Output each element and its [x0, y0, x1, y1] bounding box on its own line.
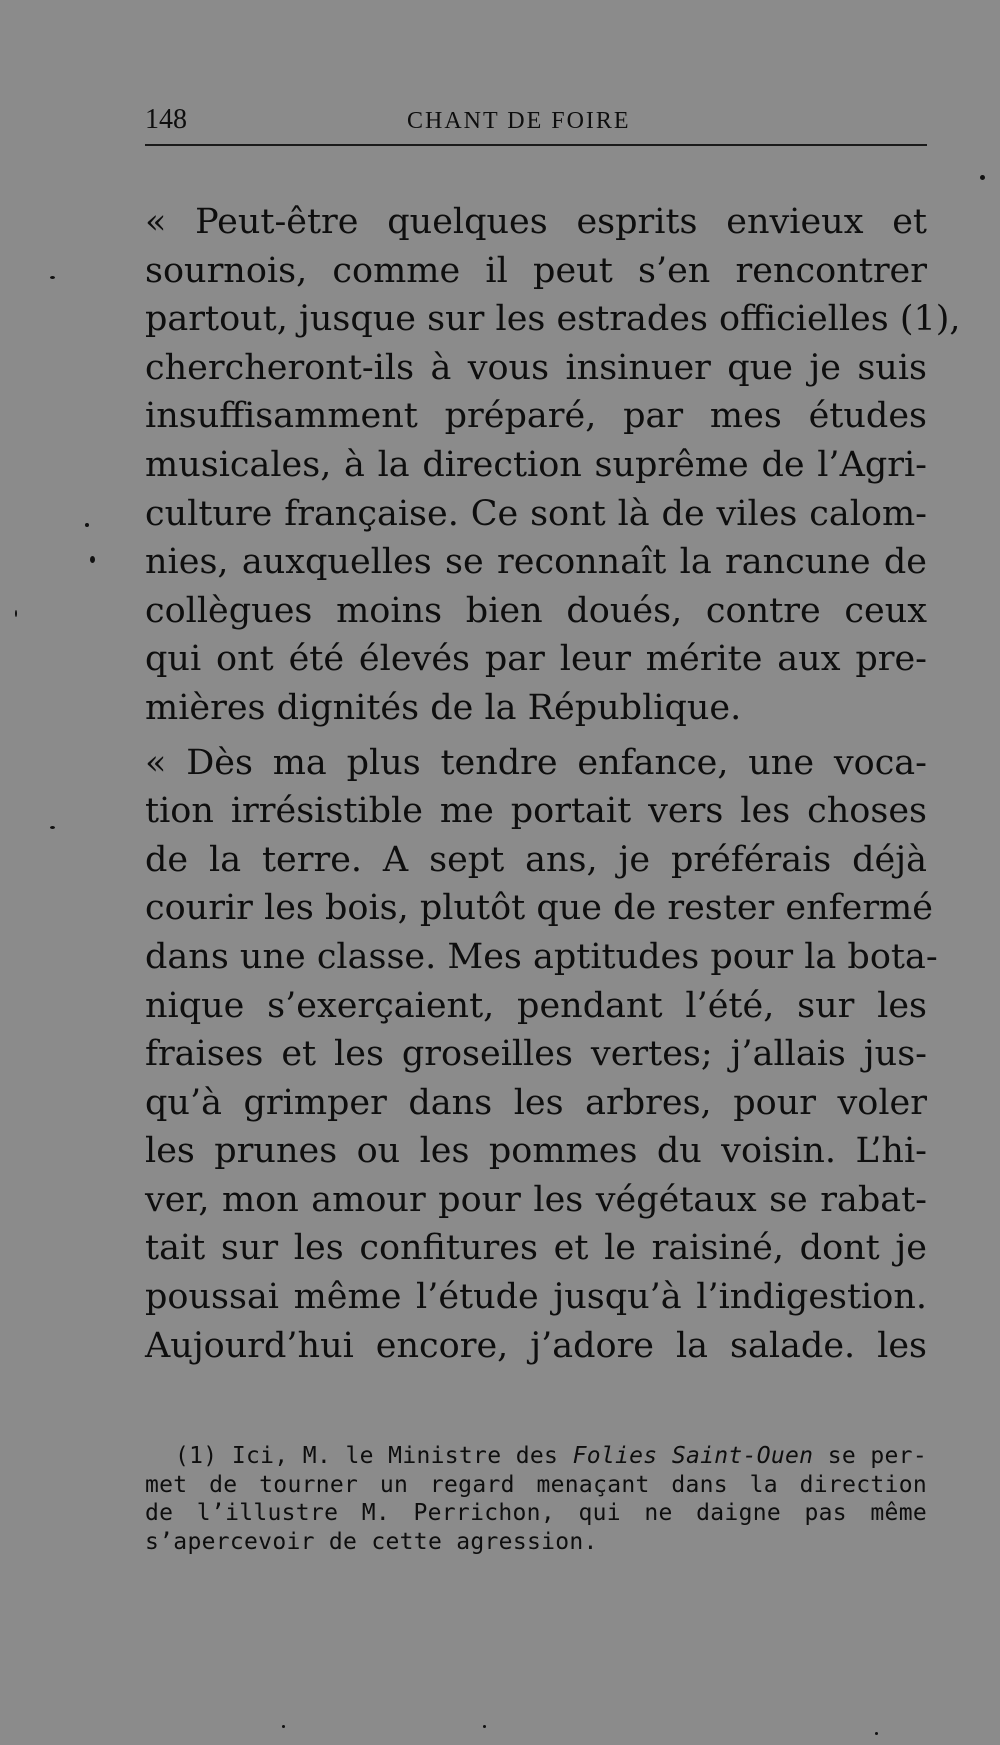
footnote-italic-text: Folies Saint-Ouen [572, 1443, 814, 1469]
footnote-line: s’apercevoir de cette agression. [145, 1528, 598, 1555]
text-line: culture française. Ce sont là de viles calom- [145, 493, 927, 534]
footnote-line: de l’illustre M. Perrichon, qui ne daigne pas même [145, 1500, 927, 1526]
text-line: fraises et les groseilles vertes; j’allais jus- [145, 1034, 927, 1075]
text-line: tait sur les confitures et le raisiné, dont je [145, 1228, 927, 1269]
scan-speck [90, 556, 95, 563]
text-line: mières dignités de la République. [145, 687, 742, 728]
text-line: nies, auxquelles se reconnaît la rancune de [145, 542, 927, 583]
page-header [145, 104, 927, 146]
footnote [145, 1442, 927, 1556]
body-text [145, 198, 961, 1370]
paragraph-1 [145, 198, 961, 733]
footnote-text: (1) Ici, M. le Ministre des [175, 1443, 559, 1469]
text-line: chercheront-ils à vous insinuer que je suis [145, 347, 927, 388]
text-line: courir les bois, plutôt que de rester enfermé [145, 888, 933, 929]
scan-speck [85, 523, 89, 527]
scan-speck [50, 276, 55, 279]
footnote-line: met de tourner un regard menaçant dans la direction [145, 1471, 927, 1498]
scan-speck [15, 610, 17, 617]
footnote-line [145, 1442, 927, 1471]
text-line: « Peut-être quelques esprits envieux et [145, 202, 927, 242]
text-line: tion irrésistible me portait vers les choses [145, 791, 927, 832]
scan-speck [483, 1725, 486, 1728]
text-line: collègues moins bien doués, contre ceux [145, 590, 927, 631]
scan-speck [282, 1725, 285, 1728]
text-line: ver, mon amour pour les végétaux se rabat- [145, 1179, 927, 1220]
text-line: Aujourd’hui encore, j’adore la salade. les [145, 1325, 927, 1366]
scan-speck [50, 826, 55, 829]
text-line: musicales, à la direction suprême de l’Agri- [145, 444, 927, 485]
paragraph-2 [145, 739, 938, 1371]
page-number: 148 [145, 104, 187, 135]
footnote-text: se per- [827, 1443, 927, 1469]
text-line: qui ont été élevés par leur mérite aux pre- [145, 639, 927, 680]
text-line: nique s’exerçaient, pendant l’été, sur les [145, 985, 927, 1026]
scan-speck [875, 1732, 878, 1735]
text-line: « Dès ma plus tendre enfance, une voca- [145, 742, 927, 783]
text-line: de la terre. A sept ans, je préférais déjà [145, 839, 927, 880]
text-line: sournois, comme il peut s’en rencontrer [145, 250, 927, 291]
text-line: dans une classe. Mes aptitudes pour la bota- [145, 936, 938, 977]
text-line: insuffisamment préparé, par mes études [145, 396, 927, 437]
text-line: partout, jusque sur les estrades officielles (1), [145, 299, 961, 340]
running-title: CHANT DE FOIRE [407, 108, 631, 134]
text-line: les prunes ou les pommes du voisin. L’hi- [145, 1131, 927, 1172]
scan-speck [980, 175, 985, 180]
text-line: qu’à grimper dans les arbres, pour voler [145, 1082, 927, 1123]
text-line: poussai même l’étude jusqu’à l’indigestion. [145, 1277, 927, 1318]
